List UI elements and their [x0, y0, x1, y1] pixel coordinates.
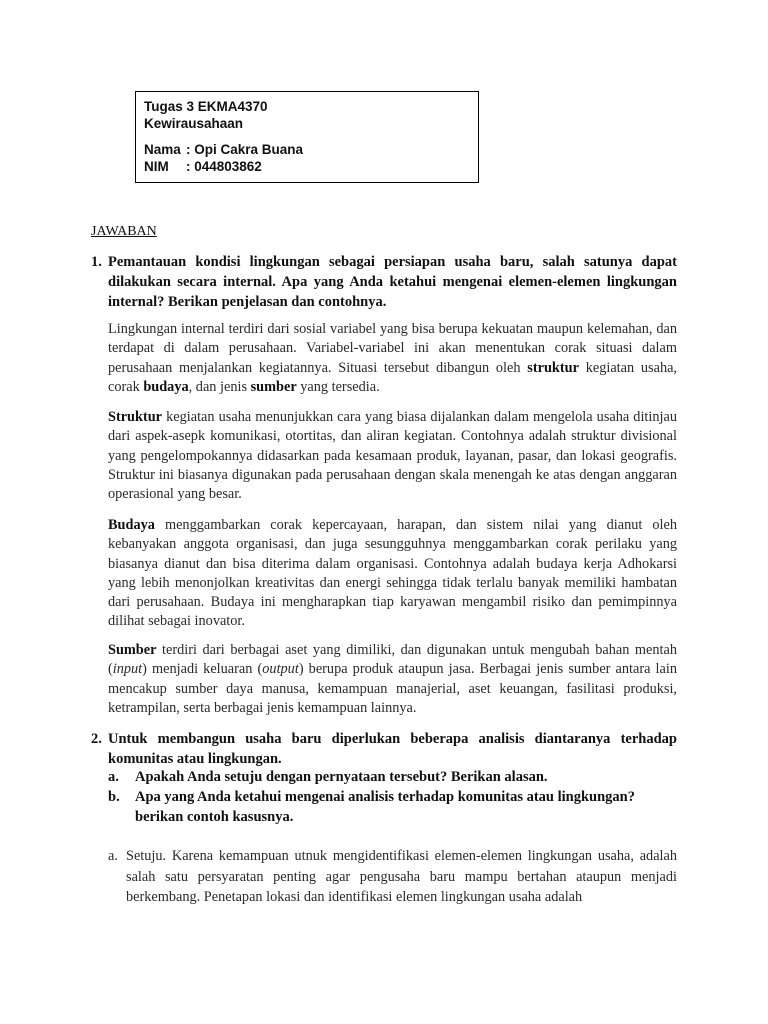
question-2a [108, 767, 677, 787]
budaya-text: menggambarkan corak kepercayaan, harapan, dan sistem nilai yang dianut oleh kebanyakan anggota organisasi, dan juga sesungguhnya menggambarkan corak perilaku yang biasanya dianut dan bisa diterima dalam organisasi. Contohnya adalah budaya kerja Adhokarsi yang lebih menonjolkan kreativitas dan energi sehingga tidak terlalu banyak memiliki hambatan dari perusahaan. Budaya ini mengharapkan tiap karyawan mengambil risiko dan pemimpinnya dilihat sebagai inovator. [108, 517, 678, 630]
answer-2a-letter: a. [108, 848, 118, 864]
p1-text: Lingkungan internal terdiri dari sosial variabel yang bisa berupa kekuatan maupun kelemahan, dan terdapat di dalam perusahaan. Variabel-variabel ini akan menentukan corak situasi dalam perusahaan menjalankan kegiatannya. Situasi tersebut dibangun oleh [108, 321, 677, 376]
question-1-number: 1. [91, 254, 102, 270]
question-2 [91, 729, 677, 769]
nim-value: : 044803862 [186, 159, 262, 174]
section-title: JAWABAN [91, 224, 157, 239]
budaya-term: Budaya [108, 517, 155, 533]
question-2a-letter: a. [108, 769, 119, 785]
question-2-number: 2. [91, 731, 102, 747]
p1-text-4: yang tersedia. [300, 378, 380, 395]
question-2b-text: Apa yang Anda ketahui mengenai analisis terhadap komunitas atau lingkungan? berikan contoh kasusnya. [135, 789, 635, 825]
p1-text-3: , dan jenis [188, 378, 248, 395]
sumber-text-1: terdiri dari berbagai aset yang dimiliki, dan digunakan untuk mengubah bahan mentah ( [108, 642, 677, 678]
question-1-text: Pemantauan kondisi lingkungan sebagai persiapan usaha baru, salah satunya dapat dilakukan secara internal. Apa yang Anda ketahui mengenai elemen-elemen lingkungan internal? Berikan penjelasan dan contohnya. [108, 254, 677, 310]
sumber-text-3: ) berupa produk ataupun jasa. Berbagai jenis sumber antara lain mencakup sumber daya manusa, kemampuan manajerial, aset keuangan, fasilitasi produksi, ketrampilan, serta berbagai jenis kemampuan lainnya. [108, 661, 677, 716]
name-value: : Opi Cakra Buana [186, 142, 304, 157]
question-2-text: Untuk membangun usaha baru diperlukan beberapa analisis diantaranya terhadap komunitas atau lingkungan. [108, 731, 677, 767]
question-2a-text: Apakah Anda setuju dengan pernyataan tersebut? Berikan alasan. [135, 769, 548, 785]
sumber-term: Sumber [108, 642, 157, 658]
name-label: Nama [144, 142, 181, 157]
term-input: input [112, 661, 143, 678]
answer-1-paragraph-sumber [108, 641, 677, 718]
term-output: output [262, 661, 299, 678]
course-name: Kewirausahaan [144, 116, 244, 131]
term-budaya: budaya [143, 378, 189, 395]
nim-label: NIM [144, 159, 169, 174]
struktur-text: kegiatan usaha menunjukkan cara yang biasa dijalankan dalam mengelola usaha ditinjau dari aspek-asepk komunikasi, otortitas, dan aliran kegiatan. Contohnya adalah struktur divisional yang pengelompokannya didasarkan pada kesamaan produk, layanan, pasar, dan lokasi geografis. Struktur ini biasanya digunakan pada perusahaan dengan skala menengah ke atas dengan anggaran operasional yang besar. [108, 409, 677, 503]
answer-1-paragraph-budaya [108, 516, 677, 632]
answer-2a [108, 846, 677, 908]
answer-1-paragraph-1 [108, 320, 677, 397]
question-2b [108, 787, 677, 827]
answer-1-paragraph-struktur [108, 408, 677, 504]
assignment-title: Tugas 3 EKMA4370 [144, 99, 268, 114]
question-1 [91, 252, 677, 312]
question-2b-letter: b. [108, 789, 120, 805]
p1-text-2: kegiatan usaha, corak [108, 359, 678, 395]
term-struktur: struktur [527, 359, 579, 376]
struktur-term: Struktur [108, 409, 163, 425]
sumber-text-2: ) menjadi keluaran ( [142, 661, 263, 678]
student-nim-row [144, 158, 470, 175]
term-sumber: sumber [250, 378, 297, 395]
assignment-header-box [135, 91, 479, 183]
answer-2a-text: Setuju. Karena kemampuan utnuk mengidentifikasi elemen-elemen lingkungan usaha, adalah salah satu persyaratan penting agar pengusaha baru mampu bertahan ataupun menjadi berkembang. Penetapan lokasi dan identifikasi elemen lingkungan usaha adalah [126, 848, 677, 905]
header-gap [144, 132, 470, 141]
student-name-row [144, 141, 470, 158]
